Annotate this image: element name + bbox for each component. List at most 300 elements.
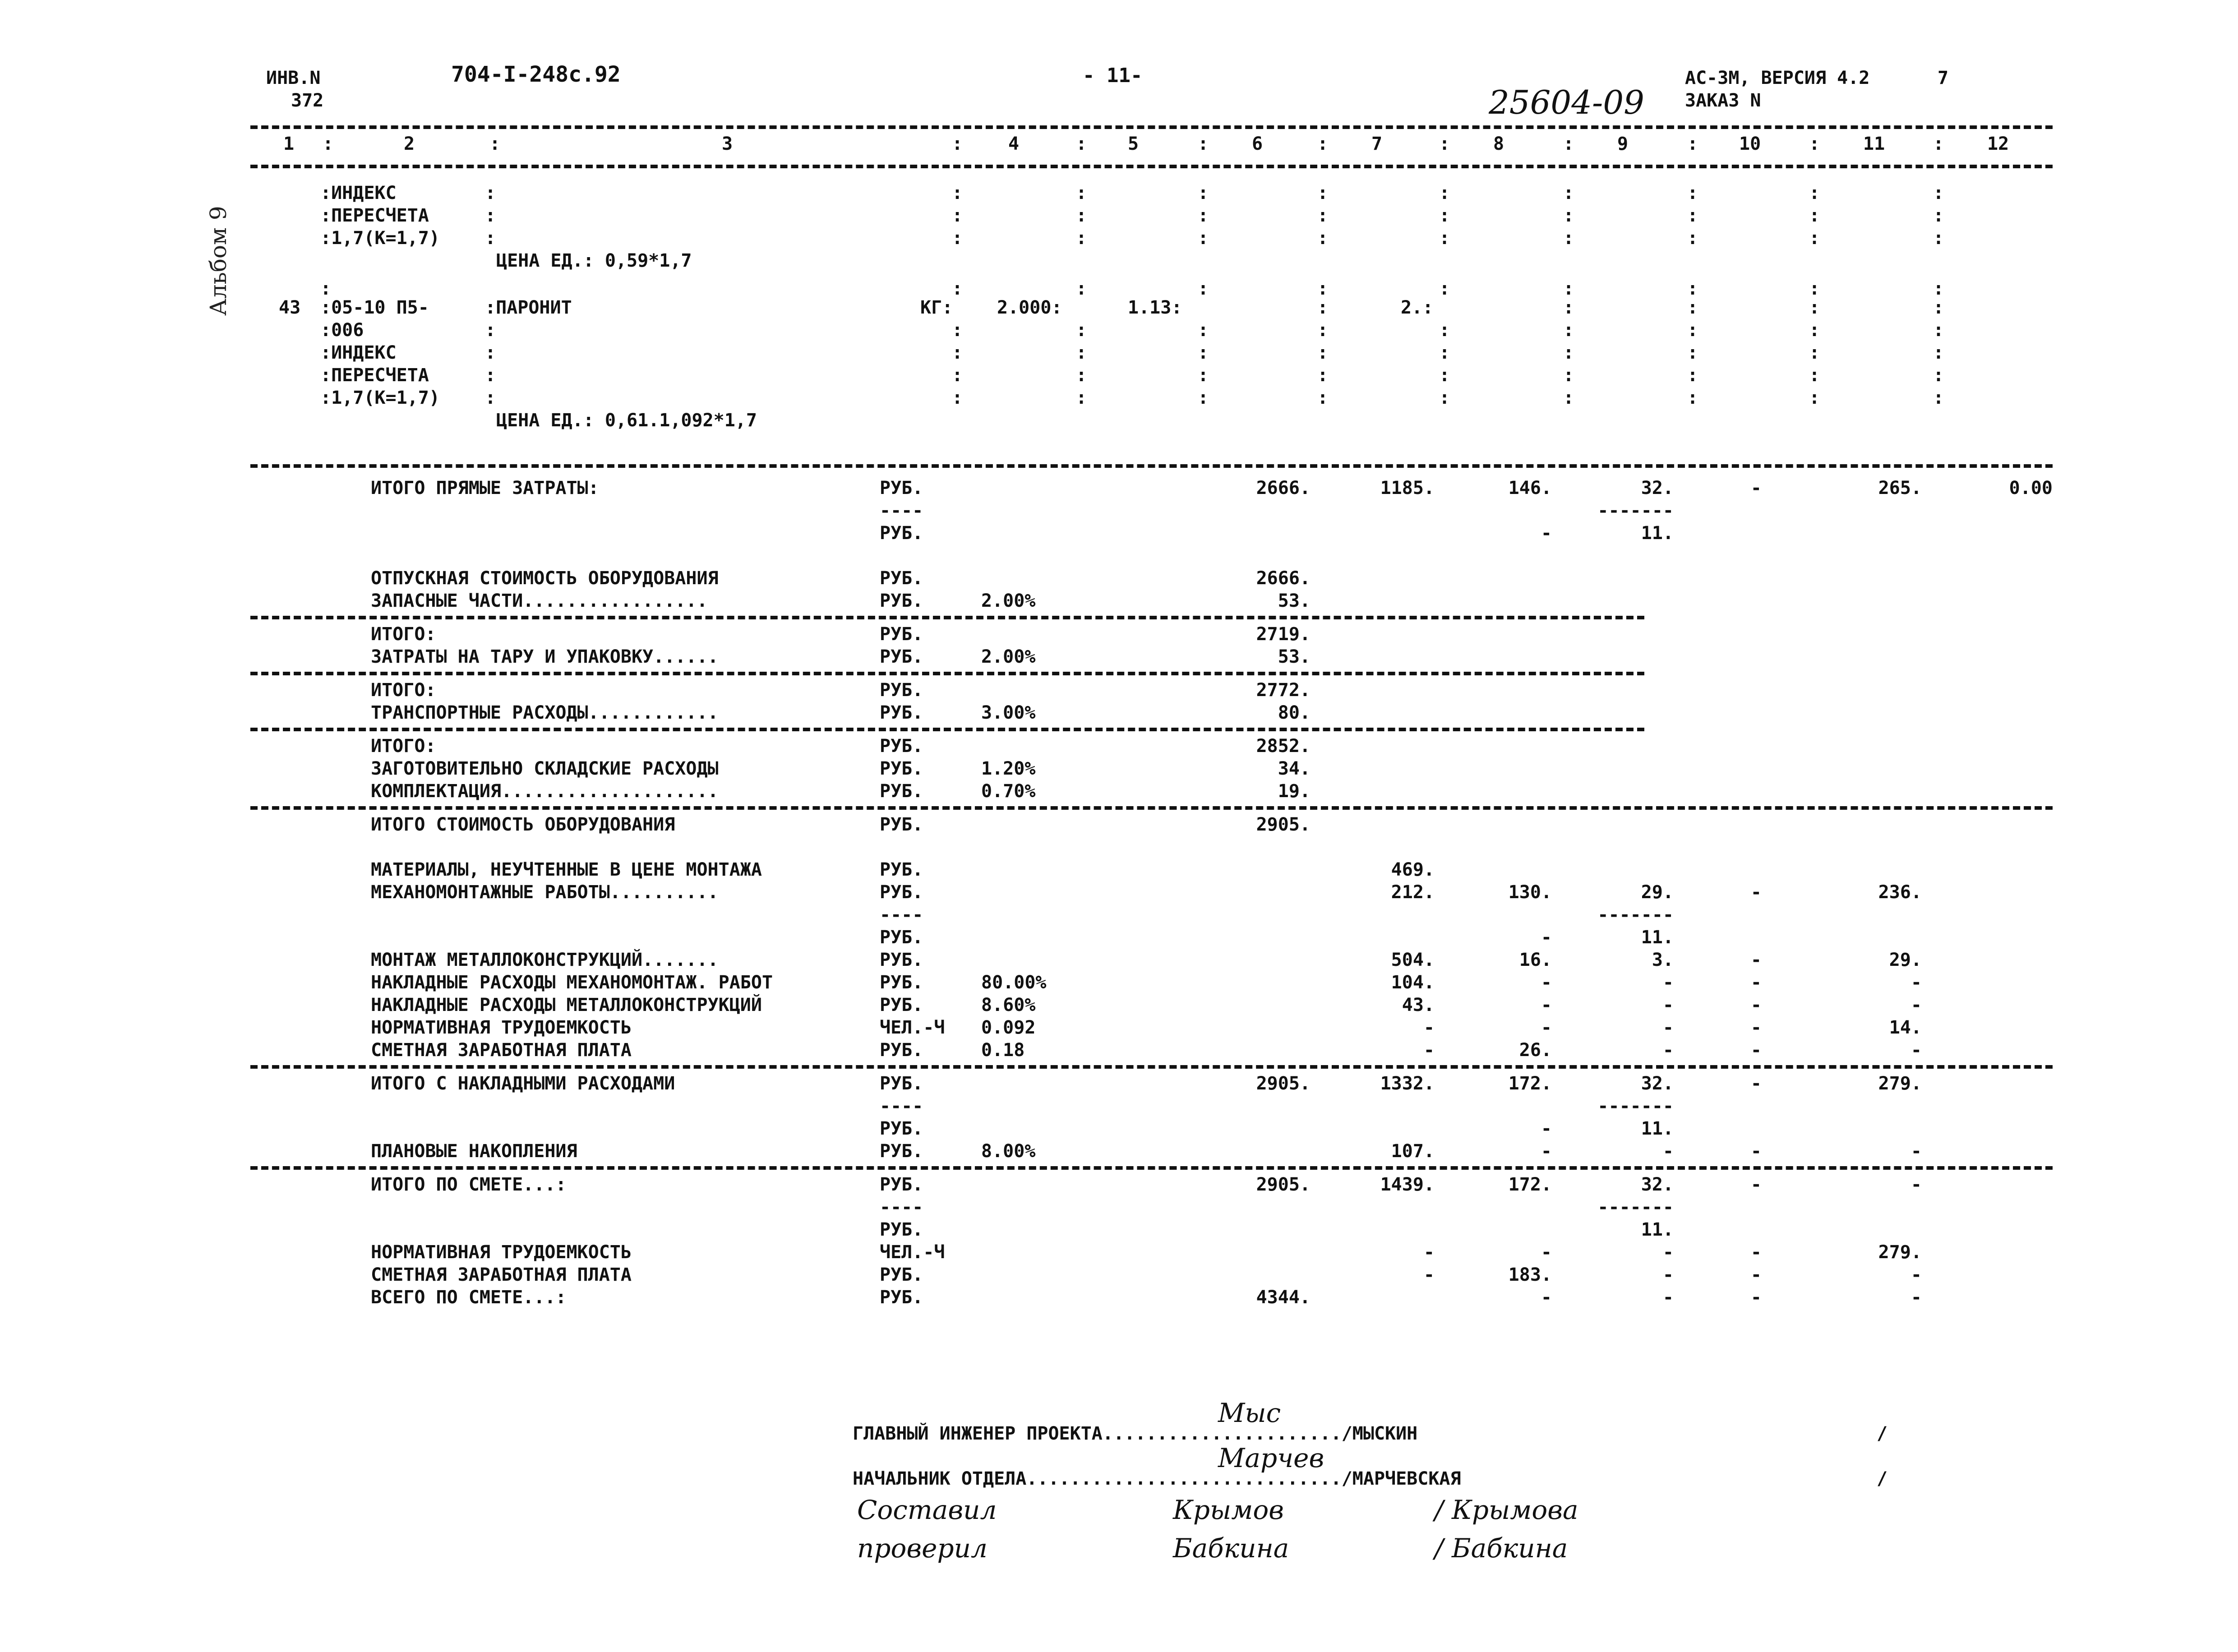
summary-label: ЗАТРАТЫ НА ТАРУ И УПАКОВКУ...... bbox=[371, 646, 719, 667]
summary-unit: РУБ. bbox=[880, 523, 923, 544]
summary-c8: 16. bbox=[1519, 950, 1552, 970]
summary-label: ПЛАНОВЫЕ НАКОПЛЕНИЯ bbox=[371, 1141, 577, 1162]
summary-c9: 11. bbox=[1641, 927, 1674, 948]
summary-c6: 53. bbox=[1278, 591, 1310, 611]
summary-c7: 1439. bbox=[1380, 1174, 1435, 1195]
summary-c11: 279. bbox=[1878, 1242, 1922, 1263]
column-separator: : bbox=[323, 134, 334, 154]
summary-c10: - bbox=[1750, 995, 1762, 1015]
summary-c6: 2719. bbox=[1256, 624, 1310, 645]
column-separator: : bbox=[1198, 365, 1209, 386]
summary-c7: 1332. bbox=[1380, 1073, 1435, 1094]
column-separator: : bbox=[952, 365, 963, 386]
summary-c7: 212. bbox=[1391, 882, 1435, 903]
summary-c9: ------- bbox=[1597, 904, 1674, 925]
summary-label: ОТПУСКНАЯ СТОИМОСТЬ ОБОРУДОВАНИЯ bbox=[371, 568, 719, 589]
summary-c9: 32. bbox=[1641, 1073, 1674, 1094]
summary-c9: - bbox=[1662, 1242, 1674, 1263]
summary-c7: - bbox=[1423, 1264, 1435, 1285]
summary-label: ИТОГО С НАКЛАДНЫМИ РАСХОДАМИ bbox=[371, 1073, 675, 1094]
column-separator: : bbox=[952, 342, 963, 363]
column-separator: : bbox=[1317, 183, 1329, 203]
column-header-1: 1 bbox=[283, 134, 295, 154]
summary-label: НОРМАТИВНАЯ ТРУДОЕМКОСТЬ bbox=[371, 1242, 632, 1263]
summary-percent: 0.70% bbox=[981, 781, 1036, 802]
summary-c6: 2666. bbox=[1256, 568, 1310, 589]
column-separator: : bbox=[485, 228, 496, 249]
summary-unit: ---- bbox=[880, 1197, 923, 1218]
dashed-rule bbox=[250, 125, 2053, 129]
dashed-rule bbox=[250, 1166, 2053, 1170]
summary-c11: - bbox=[1910, 1040, 1922, 1061]
summary-label: ИТОГО: bbox=[371, 624, 436, 645]
item-col5: 1.13: bbox=[1128, 297, 1182, 318]
column-separator: : bbox=[952, 183, 963, 203]
summary-c11: 265. bbox=[1878, 478, 1922, 498]
item-code: :05-10 П5- bbox=[320, 297, 429, 318]
summary-label: ТРАНСПОРТНЫЕ РАСХОДЫ............ bbox=[371, 702, 719, 723]
column-separator: : bbox=[1809, 228, 1820, 249]
summary-unit: РУБ. bbox=[880, 1073, 923, 1094]
summary-c7: - bbox=[1423, 1242, 1435, 1263]
column-header-3: 3 bbox=[722, 134, 733, 154]
column-separator: : bbox=[1317, 342, 1329, 363]
column-separator: : bbox=[1563, 183, 1574, 203]
column-separator: : bbox=[952, 278, 963, 299]
item-name: :ПАРОНИТ bbox=[485, 297, 572, 318]
summary-unit: РУБ. bbox=[880, 1040, 923, 1061]
column-separator: : bbox=[1933, 388, 1944, 408]
dashed-rule bbox=[250, 464, 2053, 468]
summary-c9: - bbox=[1662, 1040, 1674, 1061]
column-header-9: 9 bbox=[1617, 134, 1629, 154]
summary-unit: ЧЕЛ.-Ч bbox=[880, 1017, 945, 1038]
summary-label: МЕХАНОМОНТАЖНЫЕ РАБОТЫ.......... bbox=[371, 882, 719, 903]
summary-c9: 3. bbox=[1652, 950, 1674, 970]
summary-c6: 2905. bbox=[1256, 814, 1310, 835]
column-separator: : bbox=[1198, 183, 1209, 203]
index-line: :ПЕРЕСЧЕТА bbox=[320, 205, 429, 226]
summary-c9: 11. bbox=[1641, 523, 1674, 544]
summary-unit: РУБ. bbox=[880, 950, 923, 970]
summary-c9: - bbox=[1662, 972, 1674, 993]
summary-c9: - bbox=[1662, 1264, 1674, 1285]
summary-unit: РУБ. bbox=[880, 1264, 923, 1285]
summary-c8: - bbox=[1541, 1017, 1552, 1038]
summary-c12: 0.00 bbox=[2009, 478, 2053, 498]
column-separator: : bbox=[1198, 134, 1209, 154]
column-header-5: 5 bbox=[1128, 134, 1139, 154]
summary-percent: 80.00% bbox=[981, 972, 1047, 993]
summary-unit: РУБ. bbox=[880, 882, 923, 903]
column-separator: : bbox=[320, 278, 332, 299]
summary-percent: 1.20% bbox=[981, 758, 1036, 779]
column-separator: : bbox=[1198, 342, 1209, 363]
column-header-4: 4 bbox=[1008, 134, 1020, 154]
summary-c8: - bbox=[1541, 1242, 1552, 1263]
summary-c8: 172. bbox=[1508, 1174, 1552, 1195]
summary-unit: РУБ. bbox=[880, 591, 923, 611]
column-separator: : bbox=[485, 388, 496, 408]
summary-unit: ---- bbox=[880, 500, 923, 521]
column-separator: : bbox=[1076, 228, 1087, 249]
index-line: :1,7(К=1,7) bbox=[320, 388, 440, 408]
summary-label: ИТОГО СТОИМОСТЬ ОБОРУДОВАНИЯ bbox=[371, 814, 675, 835]
column-separator: : bbox=[1439, 365, 1450, 386]
summary-c10: - bbox=[1750, 1040, 1762, 1061]
column-separator: : bbox=[485, 205, 496, 226]
column-separator: : bbox=[1809, 365, 1820, 386]
column-separator: : bbox=[1198, 278, 1209, 299]
summary-c8: - bbox=[1541, 927, 1552, 948]
summary-c10: - bbox=[1750, 1264, 1762, 1285]
column-separator: : bbox=[1809, 205, 1820, 226]
summary-unit: РУБ. bbox=[880, 1141, 923, 1162]
column-separator: : bbox=[1439, 342, 1450, 363]
index-line: :ПЕРЕСЧЕТА bbox=[320, 365, 429, 386]
summary-c10: - bbox=[1750, 478, 1762, 498]
column-separator: : bbox=[1687, 205, 1698, 226]
inv-number: 372 bbox=[291, 90, 324, 111]
column-separator: : bbox=[1933, 134, 1944, 154]
index-line: :ИНДЕКС bbox=[320, 183, 397, 203]
summary-label: СМЕТНАЯ ЗАРАБОТНАЯ ПЛАТА bbox=[371, 1264, 632, 1285]
order-number-handwritten: 25604-09 bbox=[1489, 83, 1644, 121]
summary-unit: РУБ. bbox=[880, 927, 923, 948]
column-separator: : bbox=[1933, 342, 1944, 363]
summary-c11: - bbox=[1910, 1141, 1922, 1162]
column-separator: : bbox=[485, 320, 496, 341]
summary-c11: 29. bbox=[1889, 950, 1922, 970]
signature-mark: Мыс bbox=[1218, 1398, 1281, 1428]
program-version: АС-3М, ВЕРСИЯ 4.2 bbox=[1685, 68, 1870, 88]
column-separator: : bbox=[1076, 183, 1087, 203]
summary-c10: - bbox=[1750, 1141, 1762, 1162]
summary-c8: 146. bbox=[1508, 478, 1552, 498]
summary-label: ИТОГО: bbox=[371, 736, 436, 757]
summary-c10: - bbox=[1750, 1017, 1762, 1038]
column-separator: : bbox=[485, 342, 496, 363]
column-separator: : bbox=[1563, 388, 1574, 408]
column-separator: : bbox=[1439, 228, 1450, 249]
summary-c9: ------- bbox=[1597, 1096, 1674, 1117]
column-separator: : bbox=[1687, 228, 1698, 249]
dashed-rule bbox=[250, 806, 2053, 810]
summary-c9: 32. bbox=[1641, 1174, 1674, 1195]
column-separator: : bbox=[485, 183, 496, 203]
summary-c11: - bbox=[1910, 995, 1922, 1015]
signature-mark: Марчев bbox=[1218, 1443, 1324, 1473]
summary-c9: ------- bbox=[1597, 500, 1674, 521]
column-separator: : bbox=[1563, 134, 1574, 154]
column-separator: : bbox=[485, 365, 496, 386]
column-header-7: 7 bbox=[1371, 134, 1383, 154]
summary-unit: РУБ. bbox=[880, 680, 923, 701]
column-separator: : bbox=[1687, 134, 1698, 154]
column-separator: : bbox=[1563, 297, 1574, 318]
column-separator: : bbox=[1809, 320, 1820, 341]
summary-c6: 34. bbox=[1278, 758, 1310, 779]
summary-c7: 1185. bbox=[1380, 478, 1435, 498]
summary-c8: - bbox=[1541, 972, 1552, 993]
column-separator: : bbox=[1687, 388, 1698, 408]
item-unit: КГ: bbox=[920, 297, 953, 318]
item-quantity: 2.000: bbox=[997, 297, 1062, 318]
summary-percent: 3.00% bbox=[981, 702, 1036, 723]
summary-unit: РУБ. bbox=[880, 814, 923, 835]
summary-unit: РУБ. bbox=[880, 1118, 923, 1139]
summary-c6: 2905. bbox=[1256, 1073, 1310, 1094]
summary-c9: - bbox=[1662, 1141, 1674, 1162]
dashed-rule bbox=[250, 728, 1644, 731]
summary-unit: РУБ. bbox=[880, 1219, 923, 1240]
column-separator: : bbox=[1809, 183, 1820, 203]
summary-label: ЗАГОТОВИТЕЛЬНО СКЛАДСКИЕ РАСХОДЫ bbox=[371, 758, 719, 779]
summary-c9: - bbox=[1662, 995, 1674, 1015]
summary-c6: 53. bbox=[1278, 646, 1310, 667]
column-separator: : bbox=[1439, 134, 1450, 154]
summary-c9: - bbox=[1662, 1017, 1674, 1038]
column-separator: : bbox=[1687, 365, 1698, 386]
column-separator: : bbox=[1687, 278, 1698, 299]
column-header-8: 8 bbox=[1493, 134, 1504, 154]
summary-c6: 2905. bbox=[1256, 1174, 1310, 1195]
column-separator: : bbox=[1687, 320, 1698, 341]
page-number: - 11- bbox=[1083, 64, 1143, 87]
column-separator: : bbox=[952, 388, 963, 408]
summary-unit: РУБ. bbox=[880, 995, 923, 1015]
summary-c10: - bbox=[1750, 882, 1762, 903]
summary-c10: - bbox=[1750, 1174, 1762, 1195]
column-separator: : bbox=[1933, 228, 1944, 249]
column-separator: : bbox=[1317, 228, 1329, 249]
summary-unit: РУБ. bbox=[880, 1174, 923, 1195]
column-separator: : bbox=[1076, 320, 1087, 341]
column-separator: : bbox=[1809, 134, 1820, 154]
column-separator: : bbox=[952, 134, 963, 154]
column-separator: : bbox=[1317, 205, 1329, 226]
summary-c9: - bbox=[1662, 1287, 1674, 1308]
summary-unit: РУБ. bbox=[880, 702, 923, 723]
index-line: :ИНДЕКС bbox=[320, 342, 397, 363]
column-separator: : bbox=[1563, 278, 1574, 299]
item-col7: 2.: bbox=[1401, 297, 1434, 318]
column-separator: : bbox=[1198, 320, 1209, 341]
column-header-6: 6 bbox=[1252, 134, 1263, 154]
column-separator: : bbox=[1809, 278, 1820, 299]
summary-c8: - bbox=[1541, 1287, 1552, 1308]
index-line: :1,7(К=1,7) bbox=[320, 228, 440, 249]
column-separator: : bbox=[1687, 342, 1698, 363]
summary-unit: ---- bbox=[880, 1096, 923, 1117]
item-number: 43 bbox=[279, 297, 301, 318]
column-separator: : bbox=[1076, 365, 1087, 386]
summary-label: ИТОГО ПРЯМЫЕ ЗАТРАТЫ: bbox=[371, 478, 599, 498]
summary-percent: 2.00% bbox=[981, 591, 1036, 611]
summary-c8: - bbox=[1541, 1141, 1552, 1162]
column-separator: : bbox=[1439, 183, 1450, 203]
handwritten-name: / Крымова bbox=[1435, 1495, 1578, 1525]
column-header-11: 11 bbox=[1863, 134, 1885, 154]
column-separator: : bbox=[1439, 388, 1450, 408]
column-separator: : bbox=[1076, 342, 1087, 363]
summary-percent: 8.00% bbox=[981, 1141, 1036, 1162]
dashed-rule bbox=[250, 616, 1644, 619]
summary-unit: РУБ. bbox=[880, 568, 923, 589]
column-separator: : bbox=[1076, 134, 1087, 154]
summary-c6: 2772. bbox=[1256, 680, 1310, 701]
summary-label: НОРМАТИВНАЯ ТРУДОЕМКОСТЬ bbox=[371, 1017, 632, 1038]
column-separator: : bbox=[952, 320, 963, 341]
column-separator: : bbox=[1317, 320, 1329, 341]
summary-label: НАКЛАДНЫЕ РАСХОДЫ МЕТАЛЛОКОНСТРУКЦИЙ bbox=[371, 995, 762, 1015]
handwritten-role: проверил bbox=[857, 1533, 987, 1564]
summary-c8: 26. bbox=[1519, 1040, 1552, 1061]
summary-label: МОНТАЖ МЕТАЛЛОКОНСТРУКЦИЙ....... bbox=[371, 950, 719, 970]
summary-unit: ---- bbox=[880, 904, 923, 925]
column-separator: : bbox=[1198, 228, 1209, 249]
summary-c9: 29. bbox=[1641, 882, 1674, 903]
handwritten-name: / Бабкина bbox=[1435, 1533, 1568, 1564]
summary-label: ИТОГО ПО СМЕТЕ...: bbox=[371, 1174, 567, 1195]
column-header-2: 2 bbox=[404, 134, 415, 154]
column-separator: : bbox=[1317, 365, 1329, 386]
summary-c8: 183. bbox=[1508, 1264, 1552, 1285]
summary-unit: ЧЕЛ.-Ч bbox=[880, 1242, 945, 1263]
column-separator: : bbox=[1198, 388, 1209, 408]
summary-label: МАТЕРИАЛЫ, НЕУЧТЕННЫЕ В ЦЕНЕ МОНТАЖА bbox=[371, 859, 762, 880]
handwritten-signature: Крымов bbox=[1173, 1495, 1284, 1525]
signature-tail: / bbox=[1877, 1468, 1888, 1489]
summary-c10: - bbox=[1750, 950, 1762, 970]
summary-label: КОМПЛЕКТАЦИЯ.................... bbox=[371, 781, 719, 802]
column-separator: : bbox=[1933, 365, 1944, 386]
column-separator: : bbox=[1563, 365, 1574, 386]
handwritten-role: Составил bbox=[857, 1495, 997, 1525]
summary-c9: 11. bbox=[1641, 1219, 1674, 1240]
item-code-cont: :006 bbox=[320, 320, 364, 341]
summary-unit: РУБ. bbox=[880, 478, 923, 498]
summary-c10: - bbox=[1750, 972, 1762, 993]
column-separator: : bbox=[1809, 388, 1820, 408]
unit-price: ЦЕНА ЕД.: 0,61.1,092*1,7 bbox=[496, 410, 757, 431]
column-separator: : bbox=[1809, 297, 1820, 318]
summary-c8: 130. bbox=[1508, 882, 1552, 903]
summary-c11: - bbox=[1910, 1287, 1922, 1308]
column-separator: : bbox=[1563, 228, 1574, 249]
summary-c7: 107. bbox=[1391, 1141, 1435, 1162]
signature-role-2: НАЧАЛЬНИК ОТДЕЛА............................./МАРЧЕВСКАЯ bbox=[853, 1468, 1461, 1489]
dashed-rule bbox=[250, 1065, 2053, 1069]
column-separator: : bbox=[1809, 342, 1820, 363]
summary-label: СМЕТНАЯ ЗАРАБОТНАЯ ПЛАТА bbox=[371, 1040, 632, 1061]
column-separator: : bbox=[1933, 205, 1944, 226]
summary-c9: 32. bbox=[1641, 478, 1674, 498]
column-separator: : bbox=[1317, 388, 1329, 408]
column-separator: : bbox=[1076, 205, 1087, 226]
summary-unit: РУБ. bbox=[880, 646, 923, 667]
summary-c7: 104. bbox=[1391, 972, 1435, 993]
column-separator: : bbox=[1933, 183, 1944, 203]
summary-c9: 11. bbox=[1641, 1118, 1674, 1139]
summary-c10: - bbox=[1750, 1242, 1762, 1263]
signature-role-1: ГЛАВНЫЙ ИНЖЕНЕР ПРОЕКТА....................../МЫСКИН bbox=[853, 1423, 1418, 1444]
summary-unit: РУБ. bbox=[880, 859, 923, 880]
order-label: ЗАКАЗ N bbox=[1685, 90, 1761, 111]
summary-c8: - bbox=[1541, 523, 1552, 544]
summary-unit: РУБ. bbox=[880, 972, 923, 993]
project-code: 704-I-248c.92 bbox=[451, 62, 621, 87]
summary-c6: 4344. bbox=[1256, 1287, 1310, 1308]
summary-unit: РУБ. bbox=[880, 1287, 923, 1308]
column-separator: : bbox=[952, 228, 963, 249]
summary-c7: 504. bbox=[1391, 950, 1435, 970]
summary-c11: 279. bbox=[1878, 1073, 1922, 1094]
program-extra: 7 bbox=[1938, 68, 1949, 88]
column-separator: : bbox=[1317, 297, 1329, 318]
column-separator: : bbox=[952, 205, 963, 226]
summary-c11: 236. bbox=[1878, 882, 1922, 903]
summary-label: ВСЕГО ПО СМЕТЕ...: bbox=[371, 1287, 567, 1308]
summary-c6: 2852. bbox=[1256, 736, 1310, 757]
summary-percent: 0.18 bbox=[981, 1040, 1025, 1061]
summary-c10: - bbox=[1750, 1073, 1762, 1094]
summary-c8: - bbox=[1541, 1118, 1552, 1139]
summary-c7: - bbox=[1423, 1017, 1435, 1038]
column-separator: : bbox=[1563, 342, 1574, 363]
column-separator: : bbox=[1687, 183, 1698, 203]
summary-unit: РУБ. bbox=[880, 781, 923, 802]
summary-c7: - bbox=[1423, 1040, 1435, 1061]
column-separator: : bbox=[1317, 134, 1329, 154]
unit-price: ЦЕНА ЕД.: 0,59*1,7 bbox=[496, 250, 692, 271]
summary-c11: 14. bbox=[1889, 1017, 1922, 1038]
summary-c8: 172. bbox=[1508, 1073, 1552, 1094]
column-separator: : bbox=[1076, 388, 1087, 408]
summary-label: НАКЛАДНЫЕ РАСХОДЫ МЕХАНОМОНТАЖ. РАБОТ bbox=[371, 972, 773, 993]
summary-label: ЗАПАСНЫЕ ЧАСТИ................. bbox=[371, 591, 708, 611]
handwritten-signature: Бабкина bbox=[1173, 1533, 1289, 1564]
column-separator: : bbox=[1317, 278, 1329, 299]
summary-c11: - bbox=[1910, 972, 1922, 993]
column-header-10: 10 bbox=[1739, 134, 1761, 154]
column-separator: : bbox=[1198, 205, 1209, 226]
summary-c11: - bbox=[1910, 1264, 1922, 1285]
summary-unit: РУБ. bbox=[880, 736, 923, 757]
column-separator: : bbox=[1933, 320, 1944, 341]
signature-tail: / bbox=[1877, 1423, 1888, 1444]
inv-label: ИНВ.N bbox=[266, 68, 321, 88]
summary-c8: - bbox=[1541, 995, 1552, 1015]
column-separator: : bbox=[1933, 278, 1944, 299]
column-separator: : bbox=[1439, 205, 1450, 226]
album-label: Альбом 9 bbox=[205, 206, 231, 316]
summary-unit: РУБ. bbox=[880, 758, 923, 779]
column-separator: : bbox=[489, 134, 501, 154]
summary-c7: 469. bbox=[1391, 859, 1435, 880]
summary-percent: 2.00% bbox=[981, 646, 1036, 667]
column-header-12: 12 bbox=[1987, 134, 2009, 154]
column-separator: : bbox=[1563, 320, 1574, 341]
summary-unit: РУБ. bbox=[880, 624, 923, 645]
summary-c6: 80. bbox=[1278, 702, 1310, 723]
column-separator: : bbox=[1439, 278, 1450, 299]
summary-label: ИТОГО: bbox=[371, 680, 436, 701]
summary-c10: - bbox=[1750, 1287, 1762, 1308]
column-separator: : bbox=[1563, 205, 1574, 226]
summary-c7: 43. bbox=[1402, 995, 1435, 1015]
summary-c6: 19. bbox=[1278, 781, 1310, 802]
